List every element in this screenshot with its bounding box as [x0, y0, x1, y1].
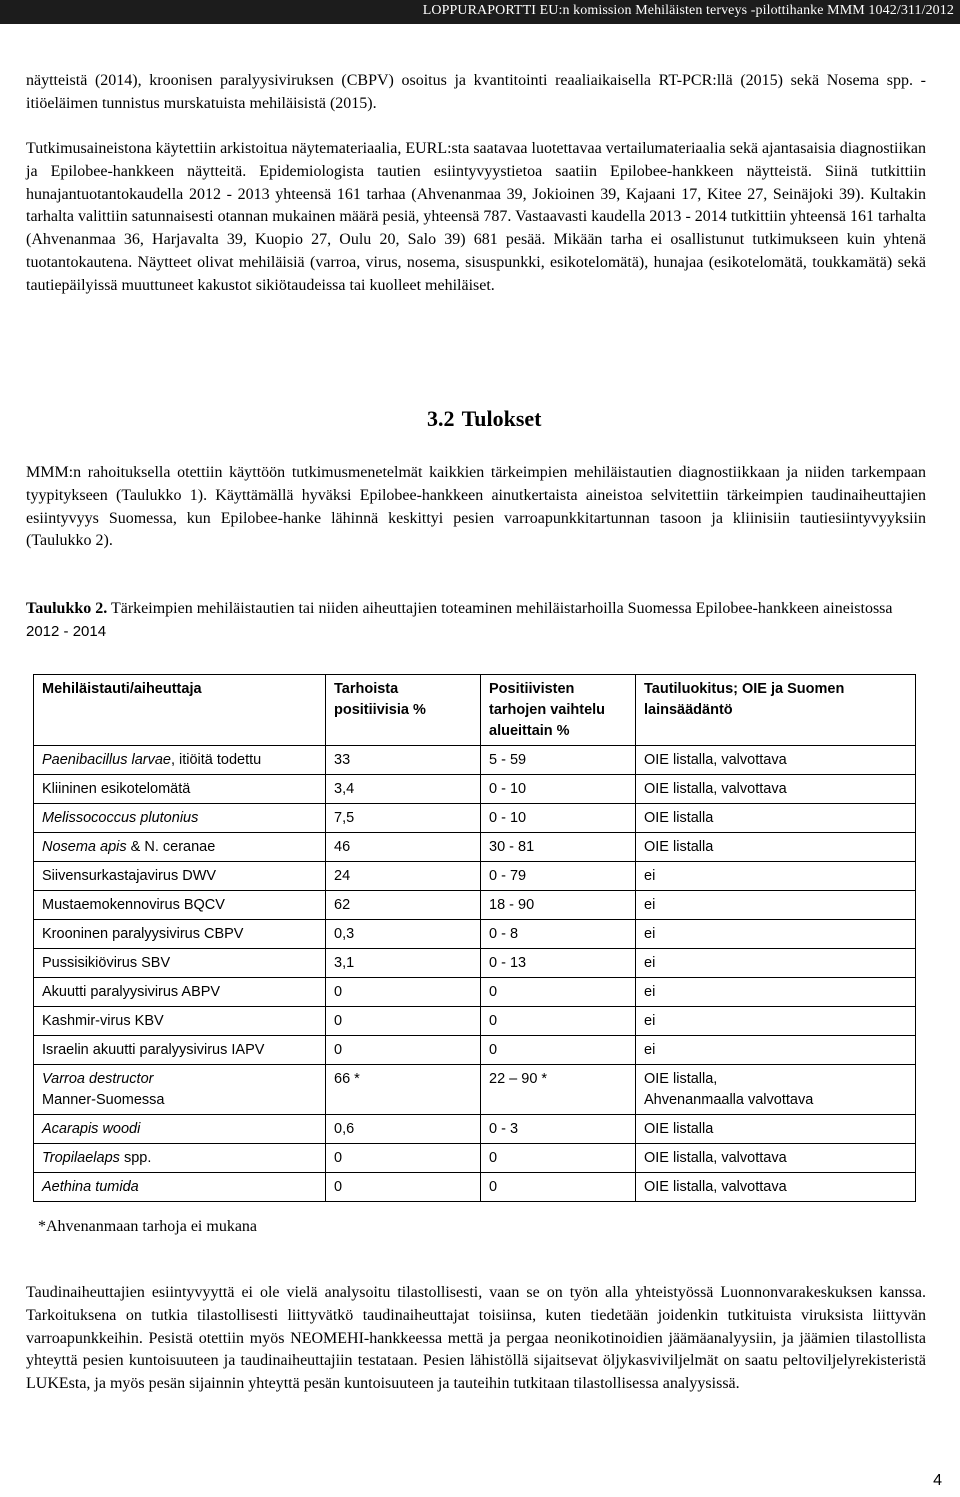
paragraph-materials: Tutkimusaineistona käytettiin arkistoitua näytemateriaalia, EURL:sta saatavaa luotettavaa vertailumateriaalia sekä ajantasaisia diagnostiikan ja Epilobee-hankkeen näytteitä. Epidemiologista tautien esiintyvyystietoa saatiin Epilobee-hankkeen näytteistä. Siinä tutkittiin hunajantuotantokaudella 2012 - 2013 yhteensä 161 tarhaa (Ahvenanmaa 39, Jokioinen 39, Kajaani 17, Kitee 27, Seinäjoki 39). Kultakin tarhalta valittiin satunnaisesti otannan mukainen määrä pesiä, yhteensä 787. Vastaavasti kaudella 2013 - 2014 tutkittiin yhteensä 161 tarhalta (Ahvenanmaa 36, Harjavalta 39, Kuopio 27, Oulu 20, Salo 39) 681 pesää. Mikään tarha ei osallistunut tutkimukseen kuin yhtenä tuotantokautena. Näytteet olivat mehiläisiä (varroa, virus, nosema, sisuspunkki, esikotelomätä), hunajaa (esikotelomätä, toukkamätä) sekä tautiepäilyissä muuttuneet kakustot sikiötaudeissa tai kuolleet mehiläiset.	[26, 140, 926, 294]
cell-range: 0 - 8	[481, 920, 636, 949]
pathogen-italic: Varroa destructor	[42, 1071, 154, 1087]
pathogen-italic: Acarapis woodi	[42, 1121, 141, 1137]
cell-range: 0 - 3	[481, 1115, 636, 1144]
classification-text: OIE listalla	[644, 839, 714, 855]
cell-pathogen	[34, 949, 326, 978]
cell-pathogen	[34, 1065, 326, 1115]
paragraph-intro: näytteistä (2014), kroonisen paralyysiviruksen (CBPV) osoitus ja kvantitointi reaaliaikaisella RT-PCR:llä (2015) sekä Nosema spp. -itiöeläimen tunnistus murskatuista mehiläisistä (2015).	[26, 72, 926, 112]
cell-range: 0	[481, 1036, 636, 1065]
table-row	[34, 804, 916, 833]
cell-positive-percent: 7,5	[326, 804, 481, 833]
pathogen-text: Pussisikiövirus SBV	[42, 955, 171, 971]
classification-text: ei	[644, 1013, 656, 1029]
caption-text: Tärkeimpien mehiläistautien tai niiden aiheuttajien toteaminen mehiläistarhoilla Suomessa Epilobee-hankkeen aineistossa	[107, 600, 893, 617]
table-row	[34, 833, 916, 862]
cell-range: 0	[481, 1173, 636, 1202]
pathogen-text: Siivensurkastajavirus DWV	[42, 868, 217, 884]
section-title: Tulokset	[461, 406, 542, 431]
cell-positive-percent: 0,6	[326, 1115, 481, 1144]
pathogen-italic: Nosema apis	[42, 839, 127, 855]
cell-range: 5 - 59	[481, 746, 636, 775]
header-band	[0, 0, 960, 24]
cell-pathogen	[34, 1173, 326, 1202]
cell-classification	[636, 1115, 916, 1144]
cell-pathogen	[34, 775, 326, 804]
classification-text: OIE listalla	[644, 810, 714, 826]
table-footnote: *Ahvenanmaan tarhoja ei mukana	[38, 1218, 258, 1235]
cell-pathogen	[34, 1115, 326, 1144]
classification-text: OIE listalla	[644, 1121, 714, 1137]
cell-classification	[636, 862, 916, 891]
pathogen-text: Krooninen paralyysivirus CBPV	[42, 926, 244, 942]
classification-text: OIE listalla, valvottava	[644, 781, 787, 797]
cell-pathogen	[34, 804, 326, 833]
table-row	[34, 1065, 916, 1115]
table-row	[34, 920, 916, 949]
classification-text: ei	[644, 1042, 656, 1058]
pathogen-text: Mustaemokennovirus BQCV	[42, 897, 225, 913]
cell-pathogen	[34, 920, 326, 949]
cell-classification	[636, 1007, 916, 1036]
classification-text: ei	[644, 868, 656, 884]
running-header: LOPPURAPORTTI EU:n komission Mehiläisten terveys -pilottihanke MMM 1042/311/2012	[422, 3, 954, 18]
cell-classification	[636, 920, 916, 949]
cell-positive-percent: 0	[326, 1036, 481, 1065]
cell-pathogen	[34, 746, 326, 775]
pathogen-text: , itiöitä todettu	[170, 752, 262, 768]
section-heading	[427, 406, 542, 432]
classification-text-line2: Ahvenanmaalla valvottava	[644, 1092, 814, 1108]
cell-positive-percent: 3,1	[326, 949, 481, 978]
table-header-cell: Tarhoista positiivisia %	[326, 675, 481, 746]
classification-text: OIE listalla, valvottava	[644, 752, 787, 768]
pathogen-text: spp.	[119, 1150, 152, 1166]
cell-range: 0 - 10	[481, 775, 636, 804]
cell-classification	[636, 1065, 916, 1115]
cell-positive-percent: 46	[326, 833, 481, 862]
classification-text: ei	[644, 984, 656, 1000]
table-row	[34, 949, 916, 978]
paragraph-results: MMM:n rahoituksella otettiin käyttöön tutkimusmenetelmät kaikkien tärkeimpien mehiläistautien diagnostiikkaan ja niiden tarkempaan tyypitykseen (Taulukko 1). Käyttämällä hyväksi Epilobee-hankkeen ainutkertaista aineistoa selvitettiin tärkeimpien taudinaiheuttajien esiintyvyys Suomessa, kun Epilobee-hanke lähinnä keskittyi pesien varroapunkkitartunnan tasoon ja kliinisiin tautiesiintyvyyksiin (Taulukko 2).	[26, 464, 926, 550]
cell-classification	[636, 1036, 916, 1065]
cell-positive-percent: 0	[326, 1144, 481, 1173]
page-number: 4	[933, 1472, 942, 1489]
caption-years: 2012 - 2014	[26, 622, 107, 640]
pathogen-text: Kliininen esikotelomätä	[42, 781, 191, 797]
cell-positive-percent: 62	[326, 891, 481, 920]
cell-range: 18 - 90	[481, 891, 636, 920]
table-row	[34, 1173, 916, 1202]
pathogen-italic: Paenibacillus larvae	[42, 752, 171, 768]
cell-positive-percent: 33	[326, 746, 481, 775]
cell-classification	[636, 833, 916, 862]
pathogen-text: Israelin akuutti paralyysivirus IAPV	[42, 1042, 265, 1058]
table-row	[34, 775, 916, 804]
cell-pathogen	[34, 1144, 326, 1173]
pathogen-text: Akuutti paralyysivirus ABPV	[42, 984, 221, 1000]
cell-classification	[636, 949, 916, 978]
cell-range: 0	[481, 1144, 636, 1173]
table-row	[34, 1144, 916, 1173]
cell-classification	[636, 891, 916, 920]
classification-text: OIE listalla, valvottava	[644, 1179, 787, 1195]
table-header-cell: Tautiluokitus; OIE ja Suomen lainsäädäntö	[636, 675, 916, 746]
table-row	[34, 746, 916, 775]
results-table	[33, 674, 916, 1202]
pathogen-text-line2: Manner-Suomessa	[42, 1092, 165, 1108]
cell-range: 22 – 90 *	[481, 1065, 636, 1115]
table-caption	[26, 598, 926, 644]
cell-range: 0 - 13	[481, 949, 636, 978]
cell-classification	[636, 1144, 916, 1173]
pathogen-italic: Aethina tumida	[42, 1179, 139, 1195]
table-header-cell: Positiivisten tarhojen vaihtelu alueittain %	[481, 675, 636, 746]
cell-pathogen	[34, 833, 326, 862]
cell-positive-percent: 24	[326, 862, 481, 891]
cell-range: 0 - 79	[481, 862, 636, 891]
cell-classification	[636, 1173, 916, 1202]
cell-positive-percent: 66 *	[326, 1065, 481, 1115]
cell-range: 0 - 10	[481, 804, 636, 833]
classification-text: OIE listalla, valvottava	[644, 1150, 787, 1166]
cell-classification	[636, 804, 916, 833]
pathogen-text: Kashmir-virus KBV	[42, 1013, 164, 1029]
cell-pathogen	[34, 1007, 326, 1036]
table-row	[34, 891, 916, 920]
table-header-row	[34, 675, 916, 746]
cell-positive-percent: 0	[326, 1007, 481, 1036]
pathogen-text: & N. ceranae	[126, 839, 216, 855]
cell-range: 30 - 81	[481, 833, 636, 862]
paragraph-discussion: Taudinaiheuttajien esiintyvyyttä ei ole vielä analysoitu tilastollisesti, vaan se on työn alla yhteistyössä Luonnonvarakeskuksen kanssa. Tarkoituksena on tutkia tilastollisesti liittyvätkö taudinaiheuttajat toisiinsa, kuten tiedetään joidenkin tutkituista viruksista liittyvän varroapunkkeihin. Pesistä otettiin myös NEOMEHI-hankkeessa mettä ja pergaa neonikotinoidien jäämäanalyysiin, ja jäämien tilastollista yhteyttä pesien kuntoisuuteen ja taudinaiheuttajiin testataan. Pesien lähistöllä sijaitsevat öljykasviviljelmät on saatu peltoviljelyrekisteristä LUKEsta, ja myös pesän sijainnin yhteyttä pesän kuntoisuuteen ja tauteihin tutkitaan tilastollisessa analyysissä.	[26, 1284, 926, 1393]
cell-range: 0	[481, 1007, 636, 1036]
section-number: 3.2	[427, 406, 455, 431]
pathogen-italic: Tropilaelaps	[42, 1150, 120, 1166]
table-row	[34, 1115, 916, 1144]
cell-positive-percent: 0	[326, 978, 481, 1007]
pathogen-italic: Melissococcus plutonius	[42, 810, 199, 826]
cell-pathogen	[34, 978, 326, 1007]
table-row	[34, 1007, 916, 1036]
classification-text: ei	[644, 897, 656, 913]
cell-classification	[636, 978, 916, 1007]
table-header-cell: Mehiläistauti/aiheuttaja	[34, 675, 326, 746]
cell-range: 0	[481, 978, 636, 1007]
table-row	[34, 978, 916, 1007]
cell-pathogen	[34, 891, 326, 920]
classification-text: OIE listalla,	[644, 1071, 718, 1087]
cell-positive-percent: 0	[326, 1173, 481, 1202]
table-row	[34, 1036, 916, 1065]
table-row	[34, 862, 916, 891]
cell-classification	[636, 746, 916, 775]
cell-positive-percent: 3,4	[326, 775, 481, 804]
cell-pathogen	[34, 862, 326, 891]
classification-text: ei	[644, 955, 656, 971]
cell-positive-percent: 0,3	[326, 920, 481, 949]
cell-classification	[636, 775, 916, 804]
caption-label: Taulukko 2.	[26, 600, 108, 617]
cell-pathogen	[34, 1036, 326, 1065]
classification-text: ei	[644, 926, 656, 942]
